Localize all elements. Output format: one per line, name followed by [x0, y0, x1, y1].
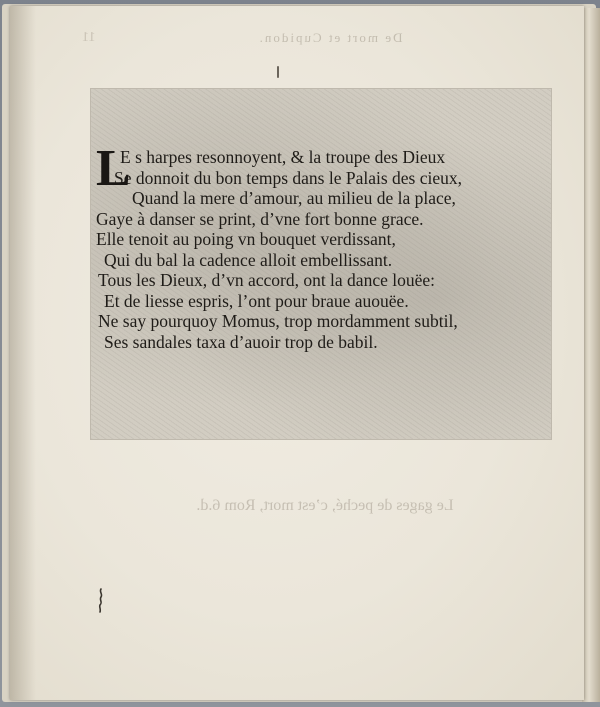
book-page-edges	[582, 8, 600, 702]
poem-line: Quand la mere d’amour, au milieu de la place,	[132, 188, 456, 208]
poem-text	[96, 140, 536, 352]
poem-line: Ne say pourquoy Momus, trop mordamment subtil,	[98, 311, 458, 331]
poem-line: Tous les Dieux, d’vn accord, ont la dance louëe:	[98, 270, 435, 290]
poem-line: Et de liesse espris, l’ont pour braue auouëe.	[104, 290, 409, 311]
poem-line: E s harpes resonnoyent, & la troupe des Dieux	[120, 147, 446, 167]
poem-line: Se donnoit du bon temps dans le Palais des cieux,	[114, 167, 463, 188]
running-head-show-through: De mort et Cupidon.	[257, 30, 403, 45]
ink-tick-mark	[277, 66, 279, 78]
poem-line: Elle tenoit au poing vn bouquet verdissant,	[96, 229, 396, 249]
page-gutter-shadow	[10, 6, 36, 700]
page-number-show-through: 11	[82, 30, 96, 45]
caption-show-through: Le gages de peché, c’est mort, Rom 6.d.	[196, 497, 454, 514]
drop-cap-initial: L	[96, 140, 131, 197]
poem-line: Qui du bal la cadence alloit embellissant.	[104, 249, 393, 270]
poem-line: Gaye à danser se print, d’vne fort bonne grace.	[96, 208, 424, 229]
ink-stain-mark	[96, 588, 106, 614]
poem-line: Ses sandales taxa d’auoir trop de babil.	[104, 331, 378, 352]
